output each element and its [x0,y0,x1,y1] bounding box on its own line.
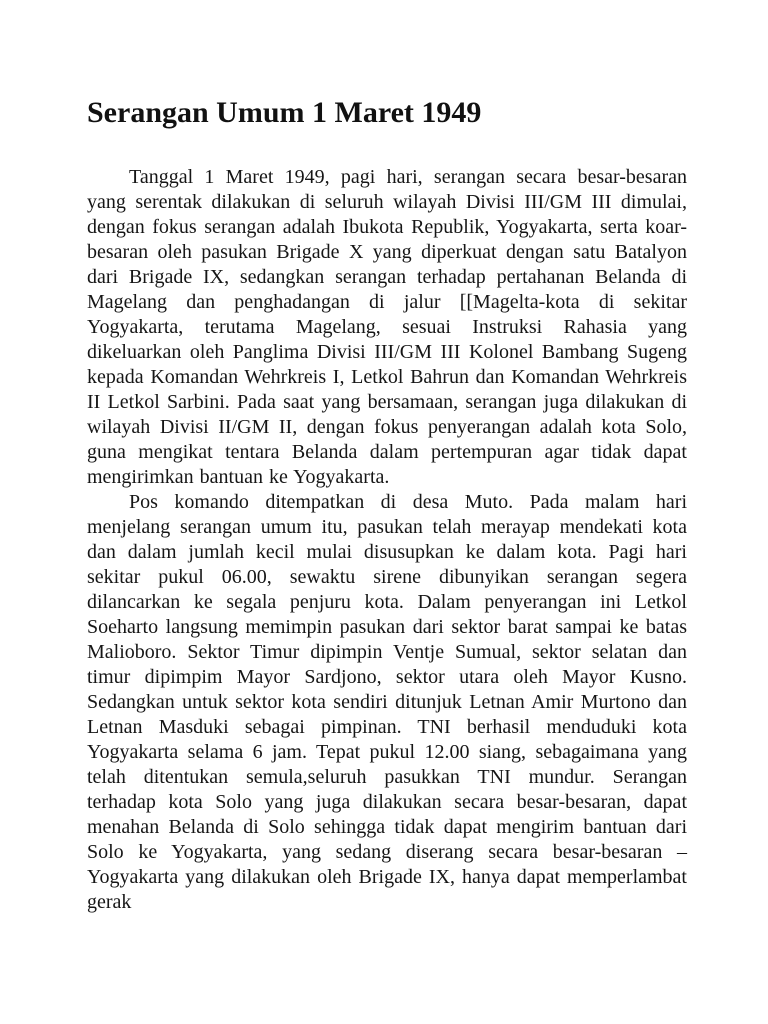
page-title: Serangan Umum 1 Maret 1949 [87,96,482,129]
paragraph-1: Tanggal 1 Maret 1949, pagi hari, serangan secara besar-besaran yang serentak dilakukan di seluruh wilayah Divisi III/GM III dimulai, dengan fokus serangan adalah Ibukota Republik, Yogyakarta, serta koar-besaran oleh pasukan Brigade X yang diperkuat dengan satu Batalyon dari Brigade IX, sedangkan serangan terhadap pertahanan Belanda di Magelang dan penghadangan di jalur [[Magelta-kota di sekitar Yogyakarta, terutama Magelang, sesuai Instruksi Rahasia yang dikeluarkan oleh Panglima Divisi III/GM III Kolonel Bambang Sugeng kepada Komandan Wehrkreis I, Letkol Bahrun dan Komandan Wehrkreis II Letkol Sarbini. Pada saat yang bersamaan, serangan juga dilakukan di wilayah Divisi II/GM II, dengan fokus penyerangan adalah kota Solo, guna mengikat tentara Belanda dalam pertempuran agar tidak dapat mengirimkan bantuan ke Yogyakarta. [87,166,687,488]
document-content [87,94,687,915]
paragraph-2: Pos komando ditempatkan di desa Muto. Pada malam hari menjelang serangan umum itu, pasukan telah merayap mendekati kota dan dalam jumlah kecil mulai disusupkan ke dalam kota. Pagi hari sekitar pukul 06.00, sewaktu sirene dibunyikan serangan segera dilancarkan ke segala penjuru kota. Dalam penyerangan ini Letkol Soeharto langsung memimpin pasukan dari sektor barat sampai ke batas Malioboro. Sektor Timur dipimpin Ventje Sumual, sektor selatan dan timur dipimpim Mayor Sardjono, sektor utara oleh Mayor Kusno. Sedangkan untuk sektor kota sendiri ditunjuk Letnan Amir Murtono dan Letnan Masduki sebagai pimpinan. TNI berhasil menduduki kota Yogyakarta selama 6 jam. Tepat pukul 12.00 siang, sebagaimana yang telah ditentukan semula,seluruh pasukkan TNI mundur. Serangan terhadap kota Solo yang juga dilakukan secara besar-besaran, dapat menahan Belanda di Solo sehingga tidak dapat mengirim bantuan dari Solo ke Yogyakarta, yang sedang diserang secara besar-besaran – Yogyakarta yang dilakukan oleh Brigade IX, hanya dapat memperlambat gerak [87,491,687,913]
